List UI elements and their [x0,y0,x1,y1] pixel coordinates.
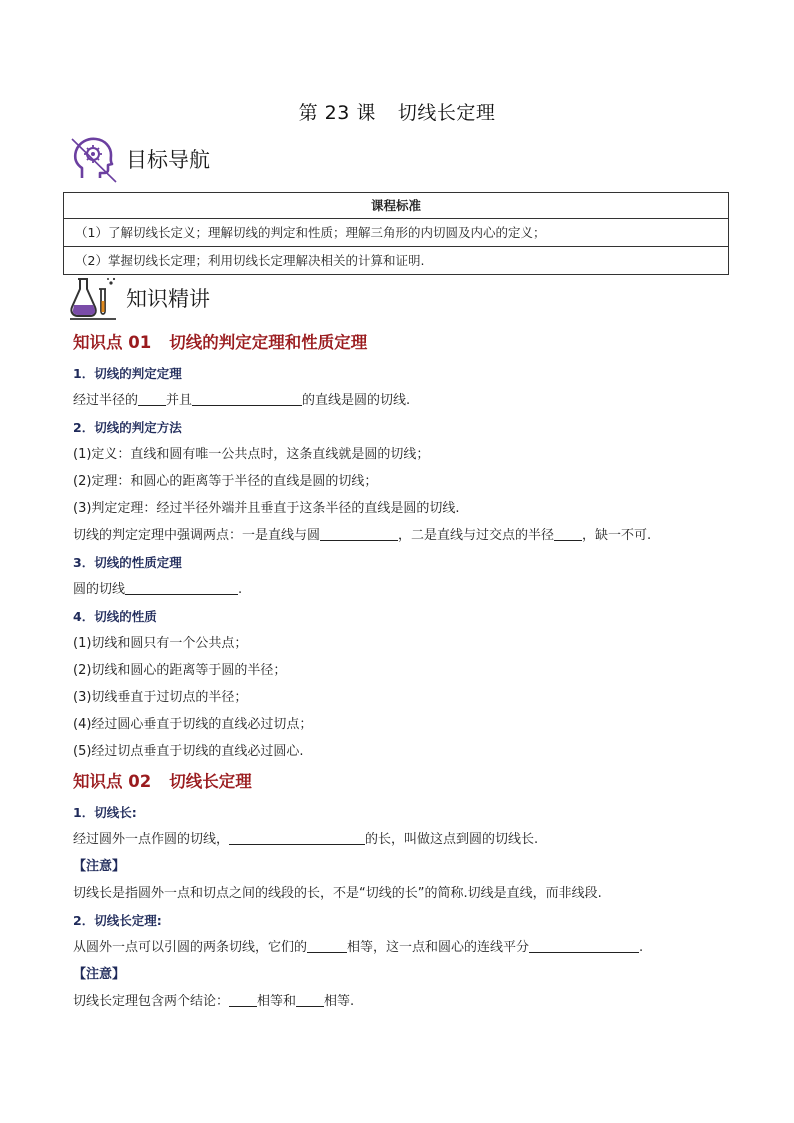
standards-table [63,192,729,275]
text: 的长，叫做这点到圆的切线长. [365,832,539,847]
knowledge-point-2-title [73,765,733,799]
fill-blank[interactable] [125,579,238,595]
paragraph [73,522,733,549]
text: 圆的切线 [73,582,126,597]
paragraph: (2)定理：和圆心的距离等于半径的直线是圆的切线； [73,474,378,489]
paragraph: (1)切线和圆只有一个公共点； [73,636,248,651]
fill-blank[interactable] [192,390,302,406]
lab-flask-icon [68,275,118,321]
text: 的直线是圆的切线. [302,393,411,408]
paragraph [73,387,733,414]
subheading: 1．切线的判定定理 [73,366,182,381]
text: ，二是直线与过交点的半径 [398,528,555,543]
text: . [238,582,243,597]
text: 并且 [166,393,193,408]
kp-number: 知识点 01 [73,333,152,352]
paragraph: (3)判定定理：经过半径外端并且垂直于这条半径的直线是圆的切线. [73,501,460,516]
text: 切线的判定定理中强调两点：一是直线与圆 [73,528,321,543]
paragraph: (1)定义：直线和圆有唯一公共点时，这条直线就是圆的切线； [73,447,430,462]
kp-number: 知识点 02 [73,772,152,791]
section-goals-label: 目标导航 [126,148,210,172]
fill-blank[interactable] [307,937,347,953]
paragraph [73,934,733,961]
lesson-topic: 切线长定理 [397,102,496,124]
text: 相等. [324,994,355,1009]
paragraph: (4)经过圆心垂直于切线的直线必过切点； [73,717,313,732]
content [73,326,733,1015]
standards-header: 课程标准 [64,193,728,219]
lesson-number: 第 23 课 [298,102,376,124]
fill-blank[interactable] [529,937,639,953]
fill-blank[interactable] [320,525,398,541]
fill-blank[interactable] [229,829,365,845]
text: 经过圆外一点作圆的切线， [73,832,230,847]
paragraph [73,576,733,603]
kp-title: 切线的判定定理和性质定理 [169,333,368,352]
subheading: 1．切线长: [73,805,137,820]
text: 相等，这一点和圆心的连线平分 [347,940,530,955]
knowledge-point-1-title [73,326,733,360]
note-label: 【注意】 [73,859,126,874]
text: 从圆外一点可以引圆的两条切线，它们的 [73,940,308,955]
paragraph: (2)切线和圆心的距离等于圆的半径； [73,663,287,678]
subheading: 2．切线的判定方法 [73,420,182,435]
kp-title: 切线长定理 [169,772,252,791]
text: 相等和 [257,994,297,1009]
fill-blank[interactable] [138,390,166,406]
subheading: 2．切线长定理: [73,913,162,928]
text: 切线长定理包含两个结论： [73,994,230,1009]
subheading: 3．切线的性质定理 [73,555,182,570]
text: 经过半径的 [73,393,139,408]
section-knowledge-label: 知识精讲 [126,287,210,311]
fill-blank[interactable] [554,525,582,541]
paragraph [73,988,733,1015]
note-label: 【注意】 [73,967,126,982]
text: ，缺一不可. [582,528,652,543]
section-knowledge [68,275,210,321]
paragraph: (5)经过切点垂直于切线的直线必过圆心. [73,744,304,759]
subheading: 4．切线的性质 [73,609,157,624]
text: . [639,940,644,955]
standards-row: （2）掌握切线长定理；利用切线长定理解决相关的计算和证明. [64,246,728,274]
fill-blank[interactable] [296,991,324,1007]
fill-blank[interactable] [229,991,257,1007]
section-goals [68,136,210,182]
standards-row: （1）了解切线长定义；理解切线的判定和性质；理解三角形的内切圆及内心的定义； [75,225,546,240]
brain-head-icon [68,134,118,184]
paragraph: (3)切线垂直于过切点的半径； [73,690,248,705]
paragraph: 切线长是指圆外一点和切点之间的线段的长，不是“切线的长”的简称.切线是直线，而非线段. [73,886,602,901]
lesson-title [0,98,794,125]
paragraph [73,826,733,853]
